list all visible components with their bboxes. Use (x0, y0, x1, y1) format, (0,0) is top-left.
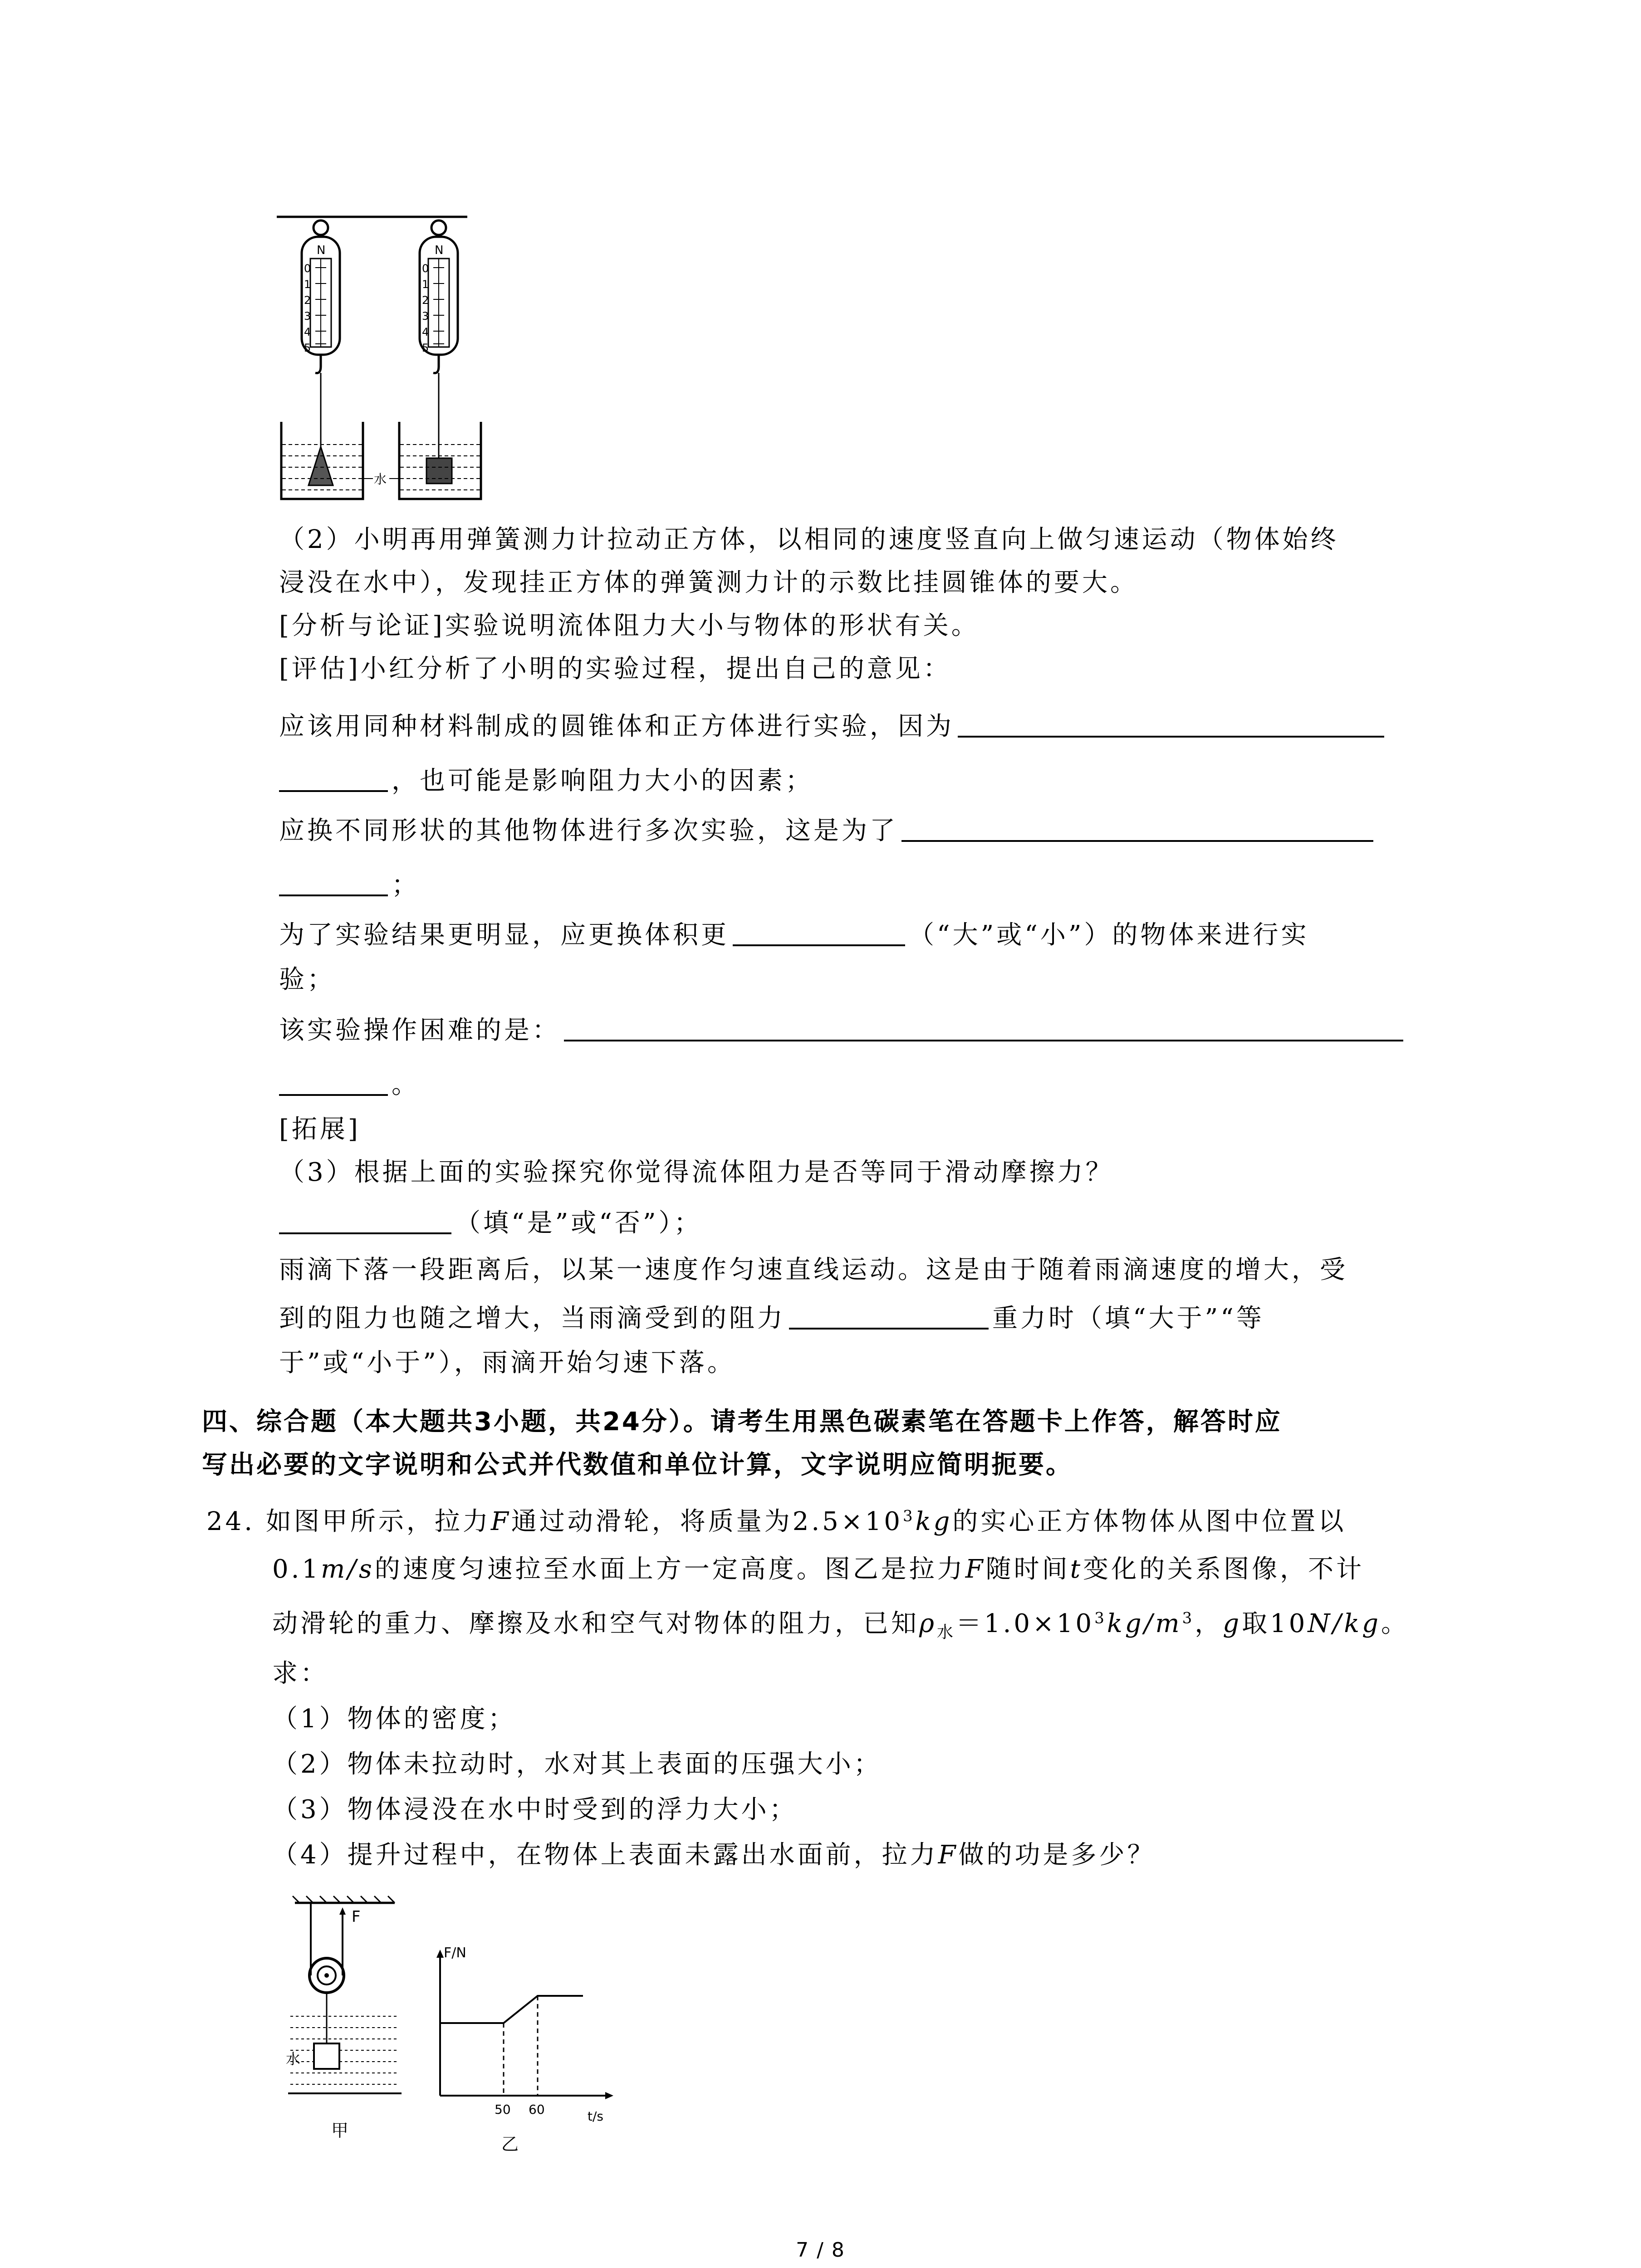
left-tick-5: 5 (304, 342, 311, 354)
spring-scale-figure (272, 200, 526, 526)
q24-l3e: 。 (1381, 1609, 1409, 1638)
q24-s4b: 做的功是多少？ (958, 1840, 1156, 1870)
left-tick-1: 1 (304, 278, 311, 291)
rain-line2 (279, 1300, 1264, 1337)
evaluate-item4 (279, 1012, 1407, 1049)
evaluate-item2 (279, 812, 1377, 849)
answer-blank-3[interactable] (733, 916, 905, 946)
left-tick-3: 3 (304, 310, 311, 323)
left-spring-scale (302, 220, 340, 485)
q24-line3 (272, 1606, 1409, 1651)
cone-object (309, 447, 333, 485)
rain-line1: 雨滴下落一段距离后，以某一速度作匀速直线运动。这是由于随着雨滴速度的增大，受 (279, 1255, 1348, 1285)
right-tick-4: 4 (422, 326, 429, 338)
q24-kg: kg (915, 1507, 953, 1536)
q24-l2a: 0.1 (272, 1554, 321, 1584)
evaluate-item3-tail: （“大”或“小”）的物体来进行实 (909, 920, 1309, 950)
evaluate-item1-cont (279, 762, 813, 799)
water-label-top: 水 (374, 472, 387, 487)
evaluate-item4-text: 该实验操作困难的是： (279, 1016, 560, 1045)
q24-rho: ρ (919, 1609, 937, 1638)
q24-l1c: 的实心正方体物体从图中位置以 (952, 1507, 1347, 1536)
x-axis-label: t/s (588, 2109, 603, 2124)
q24-ms: m/s (321, 1554, 375, 1584)
answer-blank-2[interactable] (901, 812, 1373, 842)
answer-blank-6[interactable] (789, 1300, 989, 1330)
q24-sub3: （3）物体浸没在水中时受到的浮力大小； (272, 1795, 798, 1824)
q24-t: t (1070, 1554, 1083, 1584)
evaluate-item4-cont (279, 1066, 420, 1103)
right-tick-2: 2 (422, 294, 429, 307)
q24-l3c: ， (1195, 1609, 1223, 1638)
q24-line1 (206, 1504, 1346, 1540)
q24-exp-1: 3 (902, 1507, 916, 1525)
tick-50: 50 (495, 2102, 511, 2117)
section4-line1: 四、综合题（本大题共3小题，共24分）。请考生用黑色碳素笔在答题卡上作答，解答时应 (202, 1407, 1282, 1437)
right-tick-5: 5 (422, 342, 429, 354)
q24-l1a: 24. 如图甲所示，拉力 (206, 1507, 491, 1536)
answer-blank-5[interactable] (279, 1204, 451, 1234)
right-tick-3: 3 (422, 310, 429, 323)
q24-line2 (272, 1551, 1364, 1588)
left-tick-0: 0 (304, 262, 311, 275)
q24-g: g (1223, 1609, 1242, 1638)
q24-l2b: 的速度匀速拉至水面上方一定高度。图乙是拉力 (374, 1554, 965, 1584)
rain-line2-text: 到的阻力也随之增大，当雨滴受到的阻力 (279, 1304, 785, 1333)
rain-line3: 于”或“小于”），雨滴开始匀速下落。 (279, 1348, 735, 1378)
q24-l2d: 变化的关系图像，不计 (1083, 1554, 1365, 1584)
q2-line2: 浸没在水中），发现挂正方体的弹簧测力计的示数比挂圆锥体的要大。 (279, 568, 1138, 597)
section4-line2: 写出必要的文字说明和公式并代数值和单位计算，文字说明应简明扼要。 (202, 1450, 1073, 1480)
q24-F-3: F (938, 1840, 959, 1870)
q24-F-1: F (490, 1507, 511, 1536)
page-number: 7 / 8 (796, 2239, 845, 2262)
q24-ask: 求： (272, 1659, 328, 1688)
right-scale-unit: N (435, 244, 444, 257)
answer-blank-1[interactable] (958, 708, 1384, 738)
evaluate-item1-tail: ，也可能是影响阻力大小的因素； (392, 766, 813, 796)
caption-jia: 甲 (331, 2121, 349, 2141)
evaluate-item2-tail: ； (392, 870, 420, 900)
evaluate-item3-cont: 验； (279, 965, 335, 994)
evaluate-item2-text: 应换不同形状的其他物体进行多次实验，这是为了 (279, 816, 898, 846)
evaluate-line: [评估]小红分析了小明的实验过程，提出自己的意见： (279, 654, 951, 684)
q24-sub4 (272, 1837, 1156, 1873)
force-label: F (352, 1908, 361, 1926)
q24-rho-sub: 水 (936, 1623, 956, 1642)
evaluate-item3-text: 为了实验结果更明显，应更换体积更 (279, 920, 729, 950)
q24-l1b: 通过动滑轮，将质量为2.5×10 (511, 1507, 903, 1536)
left-tick-4: 4 (304, 326, 311, 338)
q24-F-2: F (965, 1554, 986, 1584)
answer-blank-2b[interactable] (279, 866, 388, 896)
q3-line: （3）根据上面的实验探究你觉得流体阻力是否等同于滑动摩擦力？ (279, 1158, 1114, 1187)
left-tick-2: 2 (304, 294, 311, 307)
water-label-bottom: 水 (286, 2050, 301, 2068)
force-time-graph (426, 1937, 644, 2155)
evaluate-item1 (279, 708, 1388, 745)
cube-in-water (314, 2043, 339, 2069)
q2-line1: （2）小明再用弹簧测力计拉动正方体，以相同的速度竖直向上做匀速运动（物体始终 (279, 525, 1339, 554)
q24-exp-3: 3 (1182, 1609, 1195, 1628)
q24-exp-2: 3 (1094, 1609, 1107, 1628)
left-scale-unit: N (317, 244, 326, 257)
pulley-figure (286, 1894, 404, 2148)
force-curve (440, 1996, 583, 2023)
evaluate-item1-text: 应该用同种材料制成的圆锥体和正方体进行实验，因为 (279, 712, 954, 741)
right-tick-0: 0 (422, 262, 429, 275)
caption-yi: 乙 (501, 2134, 519, 2154)
q24-sub2: （2）物体未拉动时，水对其上表面的压强大小； (272, 1750, 882, 1779)
y-axis-label: F/N (444, 1945, 466, 1961)
q24-Nkg: N/kg (1308, 1609, 1381, 1638)
q24-l2c: 随时间 (985, 1554, 1070, 1584)
right-tick-1: 1 (422, 278, 429, 291)
evaluate-item2-cont (279, 866, 420, 904)
answer-blank-1b[interactable] (279, 762, 388, 792)
q24-kgm: kg/m (1107, 1609, 1182, 1638)
q24-l3a: 动滑轮的重力、摩擦及水和空气对物体的阻力，已知 (272, 1609, 919, 1638)
q3-answer (279, 1204, 702, 1242)
expand-heading: [拓展] (279, 1114, 361, 1144)
q3-answer-tail: （填“是”或“否”）； (455, 1208, 702, 1238)
q24-l3b: ＝1.0×10 (955, 1609, 1095, 1638)
analysis-line: [分析与论证]实验说明流体阻力大小与物体的形状有关。 (279, 611, 980, 640)
evaluate-item4-tail: 。 (392, 1070, 420, 1100)
rain-line2-tail: 重力时（填“大于”“等 (992, 1304, 1264, 1333)
answer-blank-4b[interactable] (279, 1066, 388, 1096)
evaluate-item3 (279, 916, 1309, 953)
answer-blank-4[interactable] (564, 1012, 1403, 1041)
cube-object (426, 458, 452, 484)
q24-s4a: （4）提升过程中，在物体上表面未露出水面前，拉力 (272, 1840, 938, 1870)
q24-sub1: （1）物体的密度； (272, 1704, 516, 1734)
q24-l3d: 取10 (1242, 1609, 1308, 1638)
tick-60: 60 (529, 2102, 545, 2117)
